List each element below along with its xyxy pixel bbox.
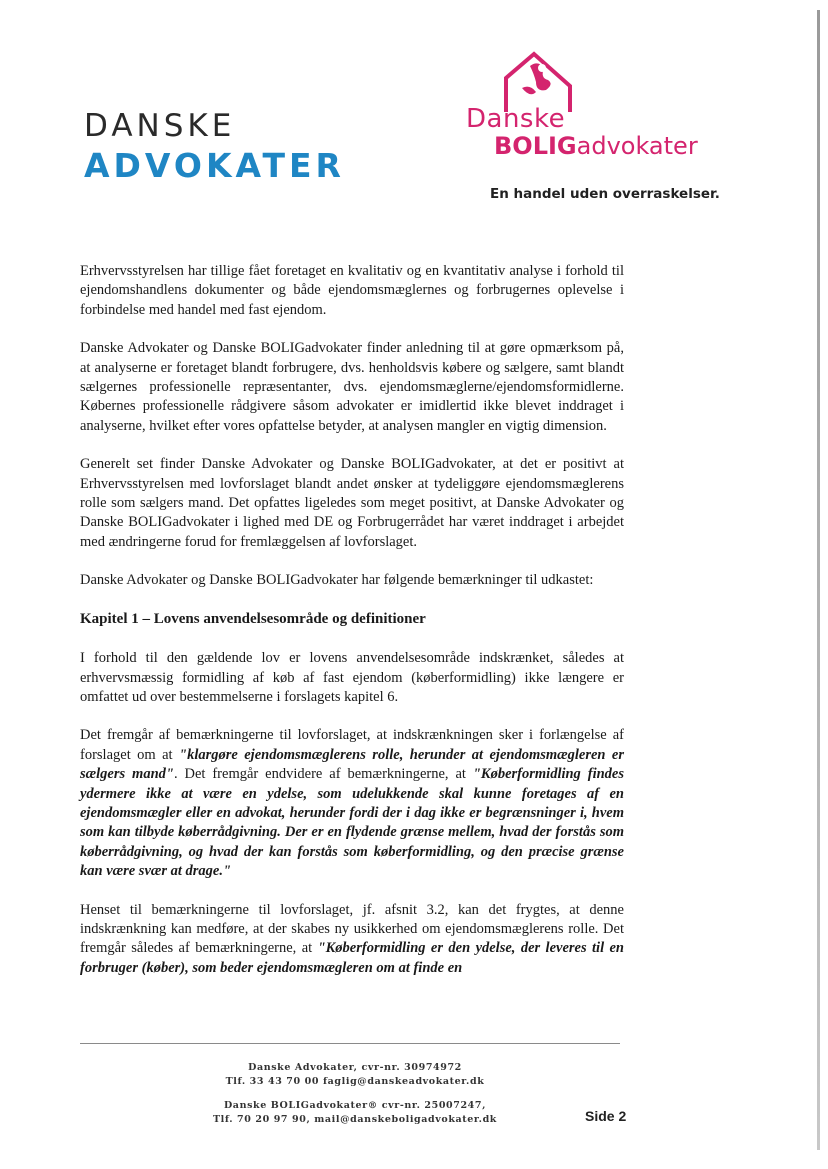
p6-text-a: Det fremgår af bemærkningerne til lovforslaget, at indskrænkningen sker i forlængelse af forslaget om at: [80, 727, 624, 763]
section-heading: Kapitel 1 – Lovens anvendelsesområde og definitioner: [80, 610, 426, 627]
p6-text-c: . Det fremgår endvidere af bemærkningerne, at: [173, 766, 473, 783]
logo-right-line2: [494, 132, 698, 160]
p6-quote-2: "Køberformidling findes ydermere ikke at være en ydelse, som udelukkende skal kunne foretages af en ejendomsmægler eller en advokat, herunder fordi der i dag ikke er begrænsninger i, hvem som kan tilbyde køberrådgivning. Der er en flydende grænse mellem, hvad der forstås som køberrådgivning, og hvad der kan forstås som køberformidling, og den præcise grænse kan være svær at drage.": [80, 766, 624, 880]
logo-left-line1: DANSKE: [84, 108, 236, 144]
footer-line3: Danske BOLIGadvokater® cvr-nr. 25007247,: [223, 1100, 487, 1111]
p7-text-a: Henset til bemærkningerne til lovforslaget, jf. afsnit 3.2, kan det frygtes, at denne indskrænkning kan medføre, at der skabes ny usikkerhed om ejendomsmæglerens rolle. Det fremgår således af bemærkningerne, at: [80, 901, 624, 957]
paragraph-7: [80, 901, 624, 979]
footer: [200, 1061, 510, 1137]
logo-left-line2: ADVOKATER: [84, 146, 345, 185]
logo-right-advokater: advokater: [576, 132, 698, 160]
paragraph-2: Danske Advokater og Danske BOLIGadvokater finder anledning til at gøre opmærksom på, at analyserne er foretaget blandt forbrugere, dvs. henholdsvis købere og sælgere, samt blandt sælgernes professionelle repræsentanter, dvs. ejendomsmæglerne/ejendomsformidlerne. Købernes professionelle rådgivere såsom advokater er imidlertid ikke blevet inddraget i analyserne, hvilket efter vores opfattelse betyder, at analysen mangler en vigtig dimension.: [80, 340, 624, 434]
paragraph-3: Generelt set finder Danske Advokater og Danske BOLIGadvokater, at det er positivt at Erhvervsstyrelsen med lovforslaget blandt andet ønsker at tydeliggøre ejendomsmæglerens rolle som sælgers mand. Det opfattes ligeledes som meget positivt, at Danske Advokater og Danske BOLIGadvokater i lighed med DE og Forbrugerrådet har været inddraget i arbejdet med ændringerne forud for fremlæggelsen af lovforslaget.: [80, 456, 624, 550]
page-number: Side 2: [585, 1108, 627, 1124]
p6-quote-1: "klargøre ejendomsmæglerens rolle, herunder at ejendomsmægleren er sælgers mand": [80, 746, 624, 783]
footer-block-2: [200, 1099, 510, 1127]
letter-body: [80, 262, 624, 997]
danske-boligadvokater-logo: [460, 48, 730, 218]
p7-quote: "Køberformidling er den ydelse, der leveres til en forbruger (køber), som beder ejendomsmægleren om at finde en: [80, 940, 624, 976]
paragraph-6: [80, 726, 624, 881]
footer-line1: Danske Advokater, cvr-nr. 30974972: [248, 1062, 462, 1073]
logo-right-bolig: BOLIG: [494, 132, 577, 160]
footer-line4: Tlf. 70 20 97 90, mail@danskeboligadvokater.dk: [213, 1114, 497, 1125]
footer-line2: Tlf. 33 43 70 00 faglig@danskeadvokater.dk: [225, 1076, 485, 1087]
tagline: En handel uden overraskelser.: [490, 186, 720, 202]
footer-block-1: [200, 1061, 510, 1089]
footer-divider: [80, 1043, 620, 1044]
paragraph-4: Danske Advokater og Danske BOLIGadvokater har følgende bemærkninger til udkastet:: [80, 572, 594, 589]
paragraph-1: Erhvervsstyrelsen har tillige fået foretaget en kvalitativ og en kvantitativ analyse i forhold til ejendomshandlens dokumenter og både ejendomsmæglernes og forbrugernes oplevelse i forbindelse med handel med fast ejendom.: [80, 263, 624, 318]
danske-advokater-logo: [84, 108, 345, 186]
logo-right-line1: Danske: [466, 104, 566, 134]
scan-edge: [817, 10, 820, 1150]
paragraph-5: I forhold til den gældende lov er lovens anvendelsesområde indskrænket, således at erhvervsmæssig formidling af køb af fast ejendom (køberformidling) ikke længere er omfattet ud over bestemmelserne i forslagets kapitel 6.: [80, 650, 624, 705]
